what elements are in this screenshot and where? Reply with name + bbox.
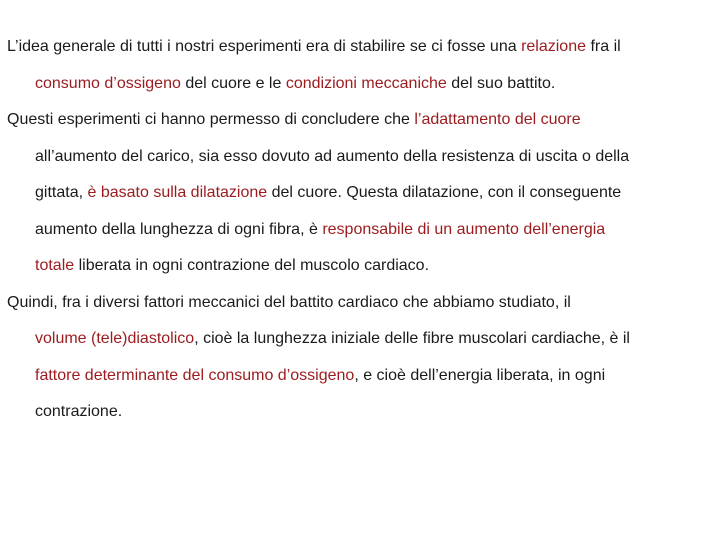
text-segment: , cioè la lunghezza iniziale delle fibre muscolari cardiache, è il — [194, 330, 630, 347]
body-text — [7, 29, 707, 431]
paragraph-2-line-2 — [7, 139, 707, 176]
text-segment: fra il — [586, 38, 621, 55]
highlighted-text: condizioni meccaniche — [285, 74, 447, 92]
highlighted-text: relazione — [521, 38, 586, 55]
text-segment: all’aumento del carico, sia esso dovuto ad aumento della resistenza di uscita o della — [35, 147, 630, 165]
text-segment: aumento della lunghezza di ogni fibra, è — [35, 220, 323, 238]
highlighted-text: totale — [35, 257, 75, 274]
highlighted-text: consumo d’ossigeno — [35, 74, 181, 92]
text-segment: gittata, — [35, 184, 88, 201]
text-segment: del cuore. Questa dilatazione, con il conseguente — [267, 184, 622, 201]
text-segment: liberata in ogni contrazione del muscolo cardiaco. — [74, 257, 430, 274]
paragraph-2-line-1 — [7, 102, 707, 139]
text-segment: del cuore e le — [180, 74, 286, 92]
paragraph-2-line-5 — [7, 248, 707, 285]
text-segment: Questi esperimenti ci hanno permesso di concludere che — [7, 111, 415, 128]
paragraph-3-line-3 — [7, 358, 707, 395]
paragraph-3-line-4 — [7, 394, 707, 431]
text-segment: , e cioè dell’energia liberata, in ogni — [354, 366, 606, 384]
highlighted-text: volume (tele)diastolico — [35, 330, 195, 347]
paragraph-2-line-4 — [7, 212, 707, 249]
highlighted-text: l’adattamento del cuore — [414, 111, 581, 128]
text-segment: del suo battito. — [446, 74, 556, 92]
paragraph-3-line-1 — [7, 285, 707, 322]
text-segment: L’idea generale di tutti i nostri esperimenti era di stabilire se ci fosse una — [7, 38, 522, 55]
text-segment: contrazione. — [35, 403, 123, 420]
highlighted-text: è basato sulla dilatazione — [87, 184, 268, 201]
highlighted-text: responsabile di un aumento dell’energia — [322, 220, 606, 238]
paragraph-1-line-1 — [7, 29, 707, 66]
paragraph-2-line-3 — [7, 175, 707, 212]
text-segment: Quindi, fra i diversi fattori meccanici del battito cardiaco che abbiamo studiato, il — [7, 293, 571, 311]
paragraph-3-line-2 — [7, 321, 707, 358]
paragraph-1-line-2 — [7, 66, 707, 103]
highlighted-text: fattore determinante del consumo d’ossigeno — [35, 366, 355, 384]
